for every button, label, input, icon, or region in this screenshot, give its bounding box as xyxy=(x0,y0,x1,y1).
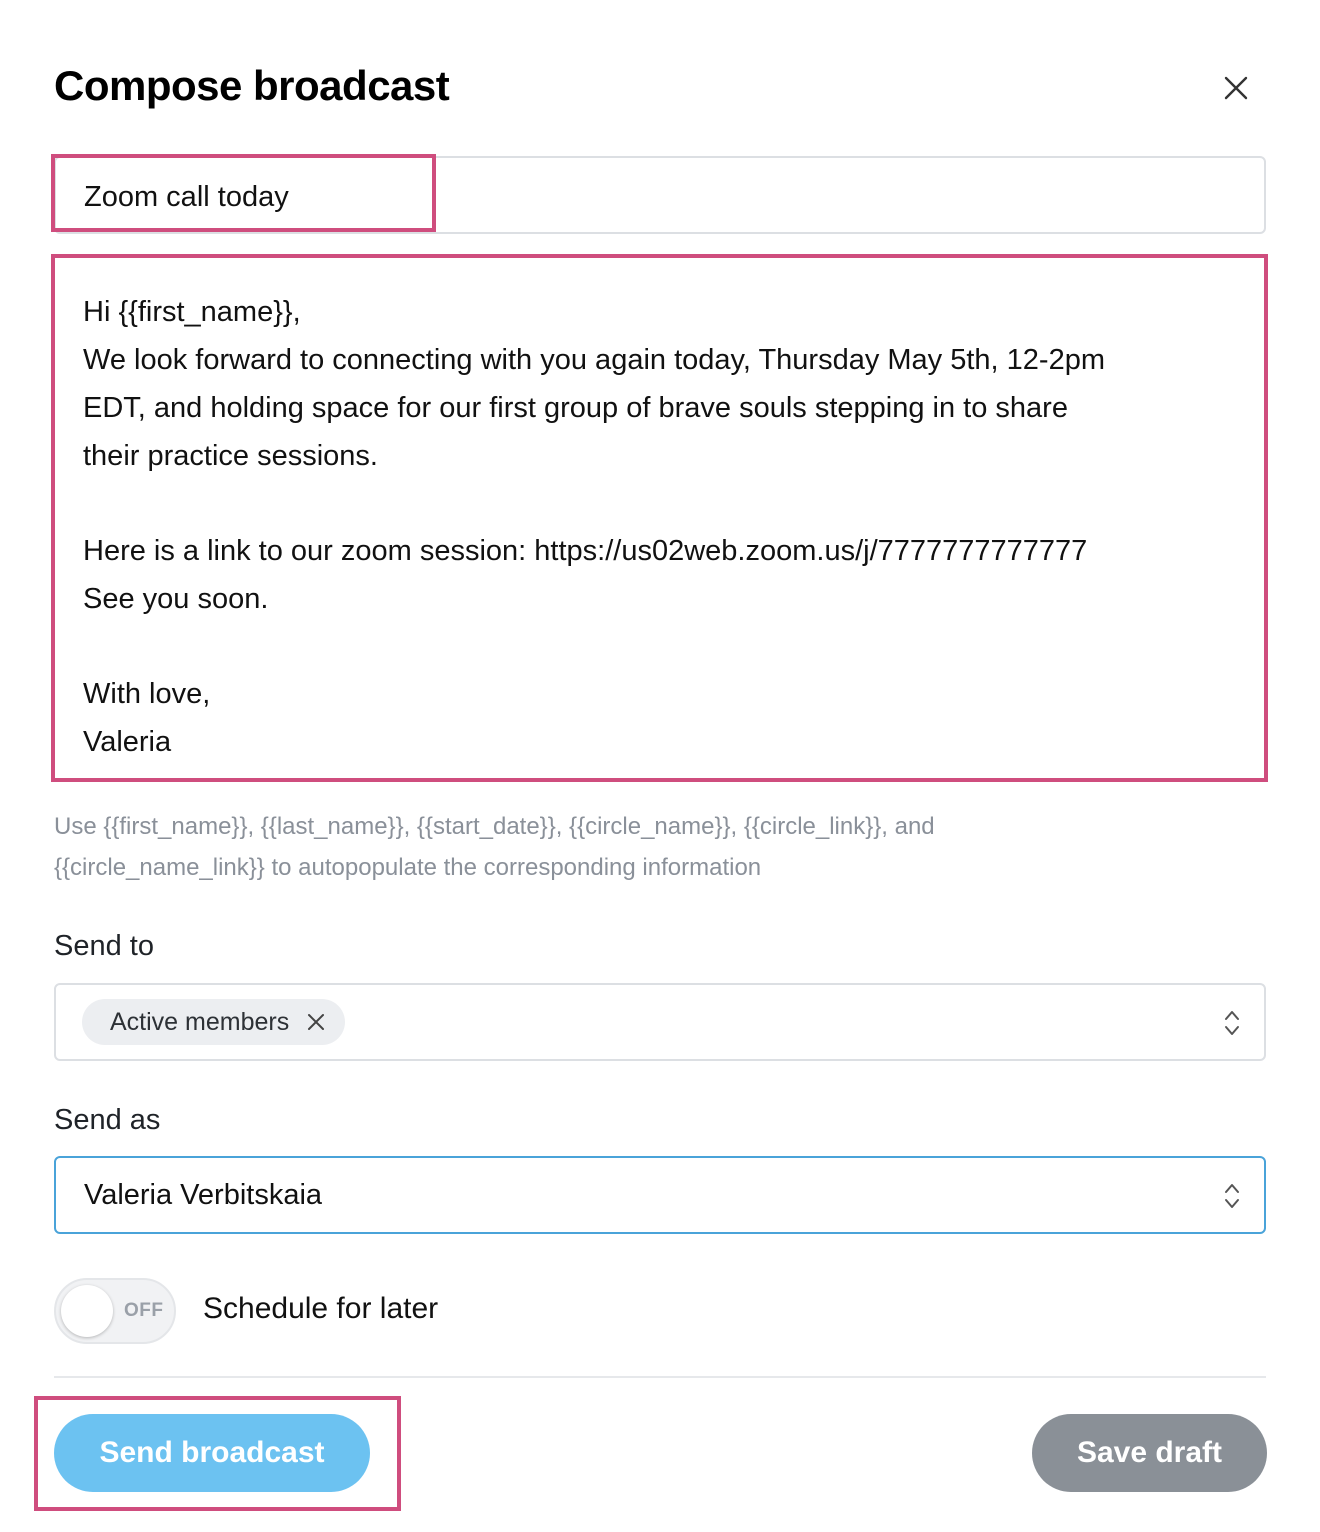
chip-remove-button[interactable] xyxy=(307,1011,329,1033)
close-icon xyxy=(1224,76,1248,100)
chip-remove-icon xyxy=(307,1013,325,1031)
schedule-label: Schedule for later xyxy=(203,1292,439,1325)
dialog-title: Compose broadcast xyxy=(54,62,450,109)
message-blank-line xyxy=(83,623,1233,670)
toggle-state: OFF xyxy=(124,1300,164,1321)
send-as-value: Valeria Verbitskaia xyxy=(84,1179,323,1211)
schedule-toggle[interactable] xyxy=(54,1278,176,1344)
message-line: Hi {{first_name}}, xyxy=(83,296,301,328)
hint-line: Use {{first_name}}, {{last_name}}, {{start_date}}, {{circle_name}}, {{circle_link}}, and xyxy=(54,813,935,840)
send-broadcast-button[interactable]: Send broadcast xyxy=(54,1414,370,1492)
message-line: With love, xyxy=(83,678,211,710)
subject-value: Zoom call today xyxy=(84,181,289,213)
message-content xyxy=(83,288,1233,766)
subject-input[interactable] xyxy=(54,156,1266,234)
toggle-knob xyxy=(61,1285,113,1337)
message-line: Here is a link to our zoom session: https://us02web.zoom.us/j/7777777777777 xyxy=(83,535,1088,567)
recipient-chip-label: Active members xyxy=(110,1007,290,1036)
placeholder-hint xyxy=(54,806,1234,888)
save-draft-button[interactable]: Save draft xyxy=(1032,1414,1267,1492)
hint-line: {{circle_name_link}} to autopopulate the corresponding information xyxy=(54,854,762,881)
send-as-label: Send as xyxy=(54,1104,161,1136)
send-to-select[interactable] xyxy=(54,983,1266,1061)
divider xyxy=(54,1376,1266,1378)
chevron-up-down-icon xyxy=(1222,1007,1242,1039)
send-to-label: Send to xyxy=(54,930,154,962)
message-line: We look forward to connecting with you again today, Thursday May 5th, 12-2pm xyxy=(83,344,1105,376)
close-button[interactable] xyxy=(1216,68,1256,108)
send-as-select[interactable] xyxy=(54,1156,1266,1234)
message-line: See you soon. xyxy=(83,583,269,615)
message-line: EDT, and holding space for our first group of brave souls stepping in to share xyxy=(83,392,1068,424)
message-line: Valeria xyxy=(83,726,172,758)
recipient-chip xyxy=(82,999,345,1045)
chevron-up-down-icon xyxy=(1222,1180,1242,1212)
message-textarea[interactable] xyxy=(51,254,1268,782)
message-blank-line xyxy=(83,480,1233,527)
message-line: their practice sessions. xyxy=(83,440,378,472)
